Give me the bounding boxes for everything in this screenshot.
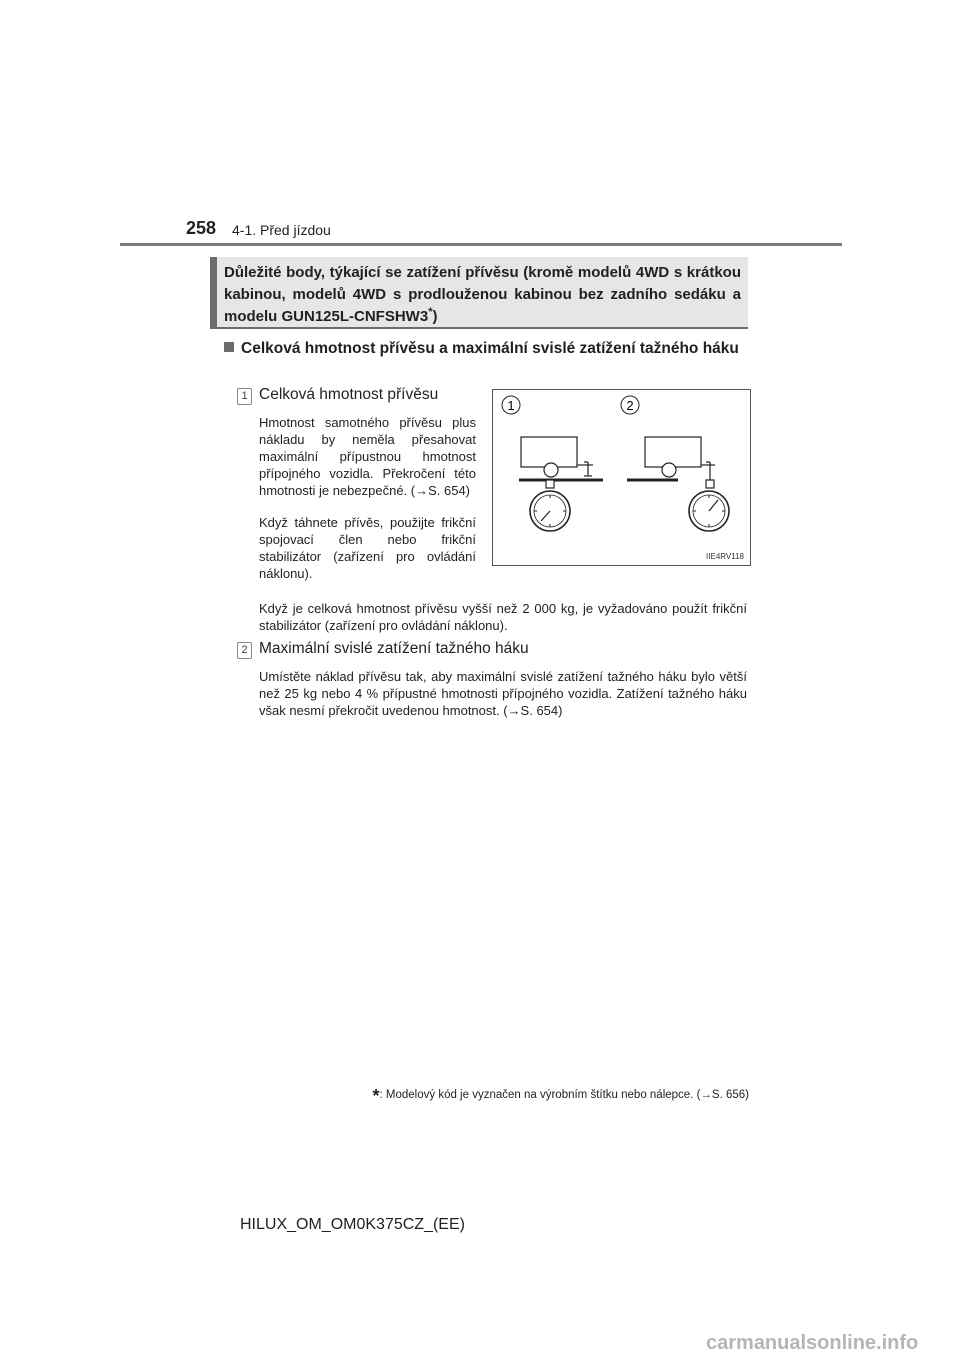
footnote-marker: * (372, 1086, 380, 1106)
trailer-right (627, 437, 729, 531)
item-title: Maximální svislé zatížení tažného háku (259, 640, 529, 657)
item-title: Celková hmotnost přívěsu (259, 386, 439, 403)
item-number-badge: 2 (237, 642, 252, 659)
item-paragraph: Když táhnete přívěs, použijte frikční spojovací člen nebo frikční stabilizátor (zařízení pro ovládání náklonu). (259, 515, 476, 581)
item-number-badge: 1 (237, 388, 252, 405)
trailer-scale-illustration (493, 390, 750, 565)
figure-label-1: 1 (507, 398, 515, 413)
document-code: HILUX_OM_OM0K375CZ_(EE) (240, 1216, 465, 1233)
notice-box-text (224, 262, 741, 328)
notice-closing: ) (432, 308, 438, 325)
sub-heading-text: Celková hmotnost přívěsu a maximální svislé zatížení tažného háku (241, 340, 739, 357)
notice-box-bar (210, 257, 217, 329)
item-paragraph: Hmotnost samotného přívěsu plus nákladu by neměla přesahovat maximální přípustnou hmotnost přípojného vozidla. Překročení této hmotnosti je nebezpečné. (→S. 654) (259, 415, 476, 498)
section-title: 4-1. Před jízdou (232, 222, 331, 238)
trailer-figure (492, 389, 751, 566)
footnote (310, 1082, 749, 1106)
item-paragraph: Umístěte náklad přívěsu tak, aby maximální svislé zatížení tažného háku bylo větší než 25 kg nebo 4 % přípustné hmotnosti přípojného vozidla. Zatížení tažného háku však nesmí překročit uvedenou hmotnost. (→S. 654) (259, 669, 747, 718)
item-paragraph: Když je celková hmotnost přívěsu vyšší než 2 000 kg, je vyžadováno použít frikční stabilizátor (zařízení pro ovládání náklonu). (259, 601, 747, 633)
page-number: 258 (186, 218, 217, 238)
notice-box (210, 257, 748, 329)
trailer-left (519, 437, 603, 531)
notice-asterisk: * (428, 306, 433, 318)
header-rule (120, 243, 842, 246)
notice-box-body: Důležité body, týkající se zatížení přívěsu (kromě modelů 4WD s krátkou kabinou, modelů 4WD s prodlouženou kabinou bez zadního sedáku a modelu GUN125L-CNFSHW3 (224, 264, 741, 325)
watermark-link[interactable]: carmanualsonline.info (706, 1332, 919, 1354)
square-bullet-icon (224, 342, 234, 352)
sub-heading (224, 337, 748, 360)
figure-label-2: 2 (626, 398, 634, 413)
footnote-text: : Modelový kód je vyznačen na výrobním štítku nebo nálepce. (→S. 656) (379, 1089, 749, 1101)
figure-code: IIE4RV118 (706, 552, 744, 561)
